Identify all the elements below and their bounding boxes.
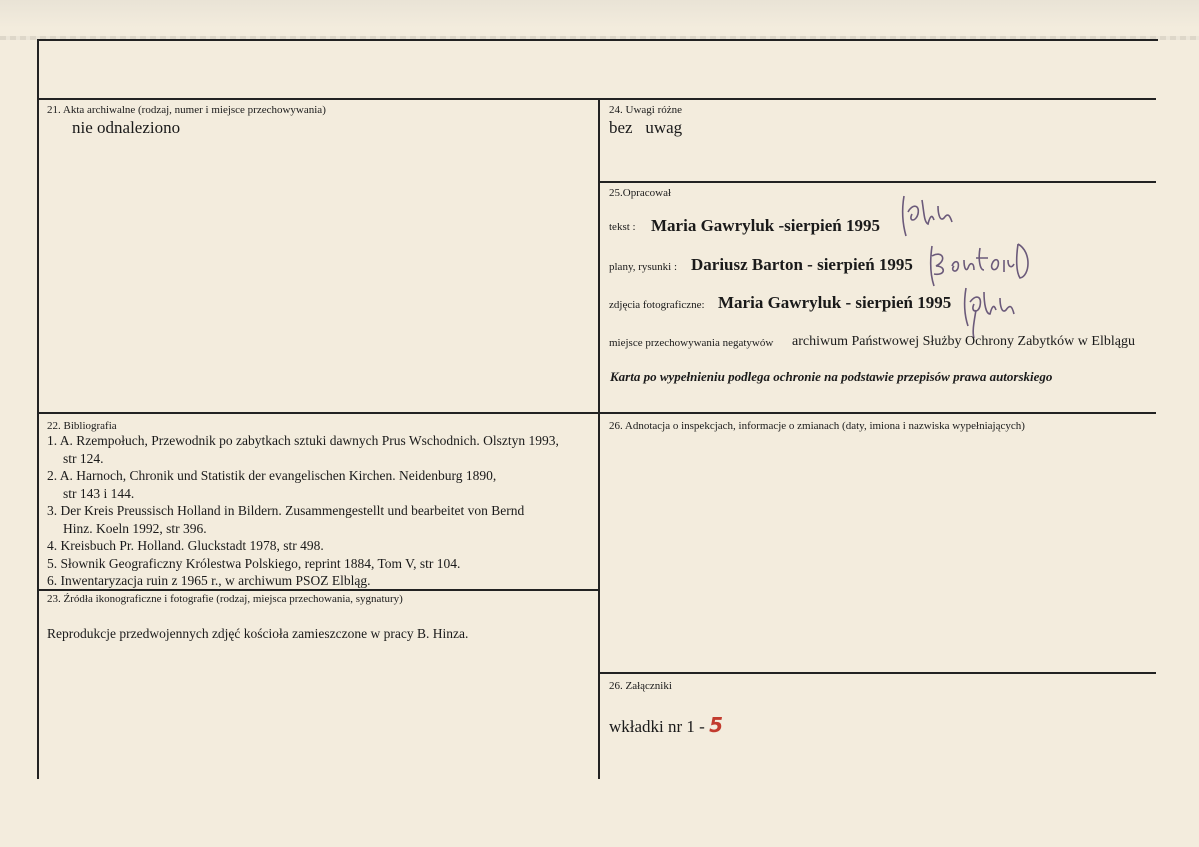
s23-label: 23. Źródła ikonograficzne i fotografie (rodzaj, miejsca przechowania, sygnatury): [47, 593, 403, 605]
list-item-continuation: str 143 i 144.: [63, 485, 135, 501]
copyright-note: Karta po wypełnieniu podlega ochronie na podstawie przepisów prawa autorskiego: [610, 369, 1053, 384]
s26a-label: 26. Adnotacja o inspekcjach, informacje o zmianach (daty, imiona i nazwiska wypełniających): [609, 420, 1025, 432]
list-item: 3. Der Kreis Preussisch Holland in Bildern. Zusammengestellt und bearbeitet von Bernd: [47, 503, 525, 518]
s26b-label: 26. Załączniki: [609, 680, 672, 692]
row-divider-2: [38, 412, 1156, 414]
s25-label: 25.Opracował: [609, 187, 672, 199]
s25-zdjecia-value: Maria Gawryluk - sierpień 1995: [718, 293, 952, 312]
s25-tekst-label: tekst :: [609, 221, 636, 233]
list-item: 2. A. Harnoch, Chronik und Statistik der evangelischen Kirchen. Neidenburg 1890,: [47, 468, 497, 483]
row-divider-1: [38, 98, 1156, 100]
s23-value: Reprodukcje przedwojennych zdjęć kościoła zamieszczone w pracy B. Hinza.: [47, 626, 469, 641]
s25-negatywy-label: miejsce przechowywania negatywów: [609, 337, 774, 349]
s21-value: nie odnaleziono: [72, 118, 181, 137]
s25-plany-value: Dariusz Barton - sierpień 1995: [691, 255, 913, 274]
s25-plany-label: plany, rysunki :: [609, 261, 678, 273]
list-item: 1. A. Rzempołuch, Przewodnik po zabytkach sztuki dawnych Prus Wschodnich. Olsztyn 1993,: [47, 433, 559, 448]
list-item-continuation: str 124.: [63, 450, 104, 466]
list-item: 4. Kreisbuch Pr. Holland. Gluckstadt 1978, str 498.: [47, 538, 324, 553]
s22-label: 22. Bibliografia: [47, 420, 117, 432]
list-item: 5. Słownik Geograficzny Królestwa Polskiego, reprint 1884, Tom V, str 104.: [47, 555, 461, 571]
list-item-continuation: Hinz. Koeln 1992, str 396.: [63, 520, 207, 536]
s24-value: bez uwag: [609, 118, 683, 137]
s25-tekst-value: Maria Gawryluk -sierpień 1995: [651, 216, 881, 235]
s25-negatywy-value: archiwum Państwowej Służby Ochrony Zabytków w Elblągu: [792, 334, 1135, 349]
paper-top-edge: [0, 0, 1199, 40]
s21-label: 21. Akta archiwalne (rodzaj, numer i miejsce przechowywania): [47, 104, 326, 116]
s26b-value: [609, 713, 723, 737]
s25-zdjecia-label: zdjęcia fotograficzne:: [609, 299, 705, 311]
signature-1-icon: [898, 192, 968, 240]
signature-3-icon: [960, 282, 1020, 340]
s26b-top-divider: [599, 672, 1156, 674]
bibliography-list: [47, 432, 607, 590]
s26b-value-prefix: wkładki nr 1 -: [609, 717, 705, 736]
s26b-handwritten-number: 5: [709, 713, 724, 737]
s24-label: 24. Uwagi różne: [609, 104, 683, 116]
form-top-border: [38, 39, 1158, 41]
form-left-border: [37, 39, 39, 779]
list-item: 6. Inwentaryzacja ruin z 1965 r., w archiwum PSOZ Elbląg.: [47, 573, 371, 588]
s24-bottom-divider: [599, 181, 1156, 183]
